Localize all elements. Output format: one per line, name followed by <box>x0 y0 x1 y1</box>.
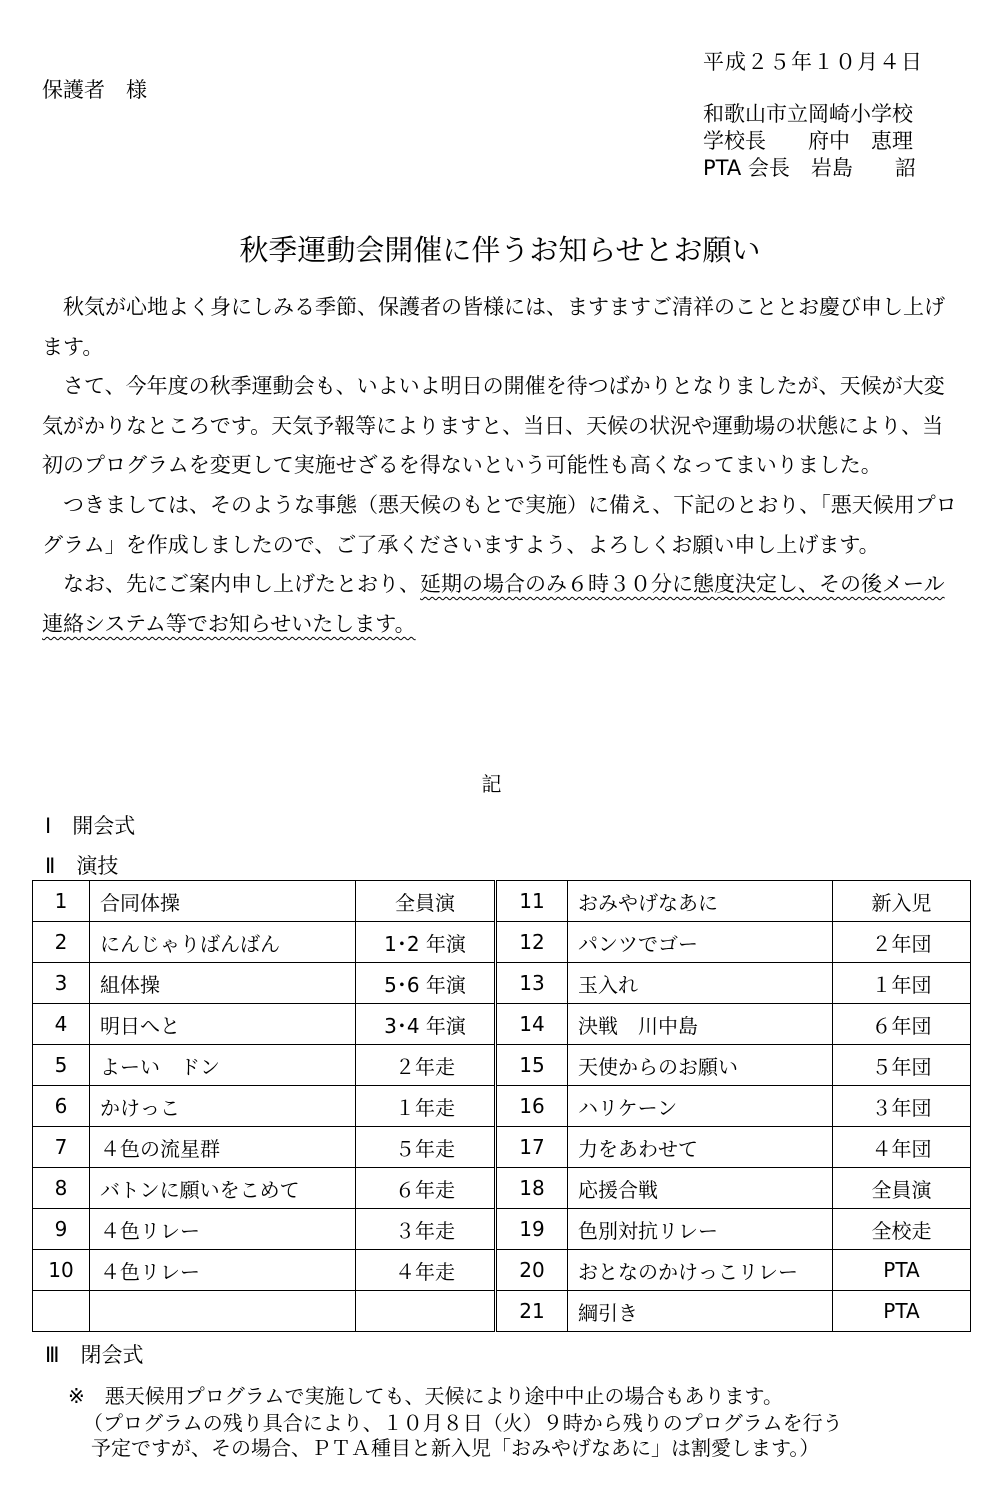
ki-heading: 記 <box>481 772 502 796</box>
paragraph-greeting: 秋気が心地よく身にしみる季節、保護者の皆様には、ますますご清祥のこととお慶び申し上げます。 <box>42 295 945 359</box>
sender-principal: 学校長 府中 恵理 <box>703 129 913 153</box>
table-row <box>33 1045 971 1086</box>
event-grade: ５年走 <box>356 1127 496 1168</box>
event-grade: 5･6 年演 <box>356 963 496 1004</box>
event-name: 天使からのお願い <box>568 1045 833 1086</box>
event-grade: ２年団 <box>833 922 971 963</box>
event-name <box>90 1291 356 1332</box>
event-name: 合同体操 <box>90 881 356 922</box>
event-name: 応援合戦 <box>568 1168 833 1209</box>
event-number: 16 <box>496 1086 568 1127</box>
addressee: 保護者 様 <box>42 78 147 102</box>
event-grade: PTA <box>833 1250 971 1291</box>
event-name: 決戦 川中島 <box>568 1004 833 1045</box>
event-grade: PTA <box>833 1291 971 1332</box>
event-grade: ２年走 <box>356 1045 496 1086</box>
event-grade: 3･4 年演 <box>356 1004 496 1045</box>
event-number: 7 <box>33 1127 90 1168</box>
event-number: 11 <box>496 881 568 922</box>
event-number: 20 <box>496 1250 568 1291</box>
table-row <box>33 922 971 963</box>
event-grade: ４年団 <box>833 1127 971 1168</box>
event-grade: ６年走 <box>356 1168 496 1209</box>
document-title: 秋季運動会開催に伴うお知らせとお願い <box>239 233 761 267</box>
table-row <box>33 1127 971 1168</box>
event-name: 明日へと <box>90 1004 356 1045</box>
letter-body <box>42 288 957 644</box>
event-name: 組体操 <box>90 963 356 1004</box>
event-number: 1 <box>33 881 90 922</box>
table-row <box>33 1168 971 1209</box>
event-name: おとなのかけっこリレー <box>568 1250 833 1291</box>
event-number: 13 <box>496 963 568 1004</box>
event-number: 21 <box>496 1291 568 1332</box>
table-row <box>33 1209 971 1250</box>
table-row <box>33 881 971 922</box>
event-name: にんじゃりばんばん <box>90 922 356 963</box>
event-grade: 全員演 <box>833 1168 971 1209</box>
event-number: 8 <box>33 1168 90 1209</box>
table-row <box>33 1291 971 1332</box>
event-name: バトンに願いをこめて <box>90 1168 356 1209</box>
event-number <box>33 1291 90 1332</box>
event-number: 19 <box>496 1209 568 1250</box>
event-grade: 全員演 <box>356 881 496 922</box>
event-name: 玉入れ <box>568 963 833 1004</box>
event-name: 色別対抗リレー <box>568 1209 833 1250</box>
event-name: ４色リレー <box>90 1209 356 1250</box>
table-row <box>33 1250 971 1291</box>
event-number: 10 <box>33 1250 90 1291</box>
event-name: かけっこ <box>90 1086 356 1127</box>
section-events: Ⅱ 演技 <box>45 854 119 878</box>
note-line-2: （プログラムの残り具合により、１０月８日（火）９時から残りのプログラムを行う <box>83 1411 843 1435</box>
event-name: 力をあわせて <box>568 1127 833 1168</box>
program-table <box>32 880 971 1332</box>
event-grade: ３年団 <box>833 1086 971 1127</box>
section-closing: Ⅲ 閉会式 <box>45 1343 144 1367</box>
event-number: 14 <box>496 1004 568 1045</box>
event-grade: ５年団 <box>833 1045 971 1086</box>
paragraph-program: つきましては、そのような事態（悪天候のもとで実施）に備え、下記のとおり、「悪天候用プログラム」を作成しましたので、ご了承くださいますよう、よろしくお願い申し上げます。 <box>42 492 957 557</box>
document-date: 平成２５年１０月４日 <box>703 50 923 74</box>
event-number: 17 <box>496 1127 568 1168</box>
event-number: 18 <box>496 1168 568 1209</box>
event-number: 6 <box>33 1086 90 1127</box>
paragraph-notice <box>42 565 957 644</box>
event-grade: 1･2 年演 <box>356 922 496 963</box>
event-number: 15 <box>496 1045 568 1086</box>
event-grade: ６年団 <box>833 1004 971 1045</box>
event-name: パンツでゴー <box>568 922 833 963</box>
note-line-3: 予定ですが、その場合、ＰＴＡ種目と新入児「おみやげなあに」は割愛します。） <box>91 1436 820 1460</box>
event-number: 5 <box>33 1045 90 1086</box>
event-name: ４色リレー <box>90 1250 356 1291</box>
sender-pta-chair: PTA 会長 岩島 詔 <box>703 156 916 180</box>
event-name: ４色の流星群 <box>90 1127 356 1168</box>
event-grade <box>356 1291 496 1332</box>
event-number: 9 <box>33 1209 90 1250</box>
event-name: よーい ドン <box>90 1045 356 1086</box>
event-number: 12 <box>496 922 568 963</box>
notice-text: なお、先にご案内申し上げたとおり、 <box>42 572 420 597</box>
notice-underlined-text: 延期の場合のみ６時３０分に態度決定し、その後メール連絡システム等でお知らせいたします。 <box>42 572 945 636</box>
table-row <box>33 1086 971 1127</box>
note-line-1: ※ 悪天候用プログラムで実施しても、天候により途中中止の場合もあります。 <box>68 1384 783 1408</box>
sender-school: 和歌山市立岡崎小学校 <box>703 102 913 126</box>
event-number: 3 <box>33 963 90 1004</box>
event-grade: 全校走 <box>833 1209 971 1250</box>
event-number: 2 <box>33 922 90 963</box>
event-grade: 新入児 <box>833 881 971 922</box>
table-row <box>33 1004 971 1045</box>
event-grade: ３年走 <box>356 1209 496 1250</box>
event-name: 綱引き <box>568 1291 833 1332</box>
paragraph-weather: さて、今年度の秋季運動会も、いよいよ明日の開催を待つばかりとなりましたが、天候が大変気がかりなところです。天気予報等によりますと、当日、天候の状況や運動場の状態により、当初のプログラムを変更して実施せざるを得ないという可能性も高くなってまいりました。 <box>42 374 945 478</box>
event-name: ハリケーン <box>568 1086 833 1127</box>
note-parenthetical <box>83 1411 843 1461</box>
event-grade: ４年走 <box>356 1250 496 1291</box>
event-grade: １年団 <box>833 963 971 1004</box>
section-opening: Ⅰ 開会式 <box>45 814 136 838</box>
event-grade: １年走 <box>356 1086 496 1127</box>
event-name: おみやげなあに <box>568 881 833 922</box>
table-row <box>33 963 971 1004</box>
event-number: 4 <box>33 1004 90 1045</box>
